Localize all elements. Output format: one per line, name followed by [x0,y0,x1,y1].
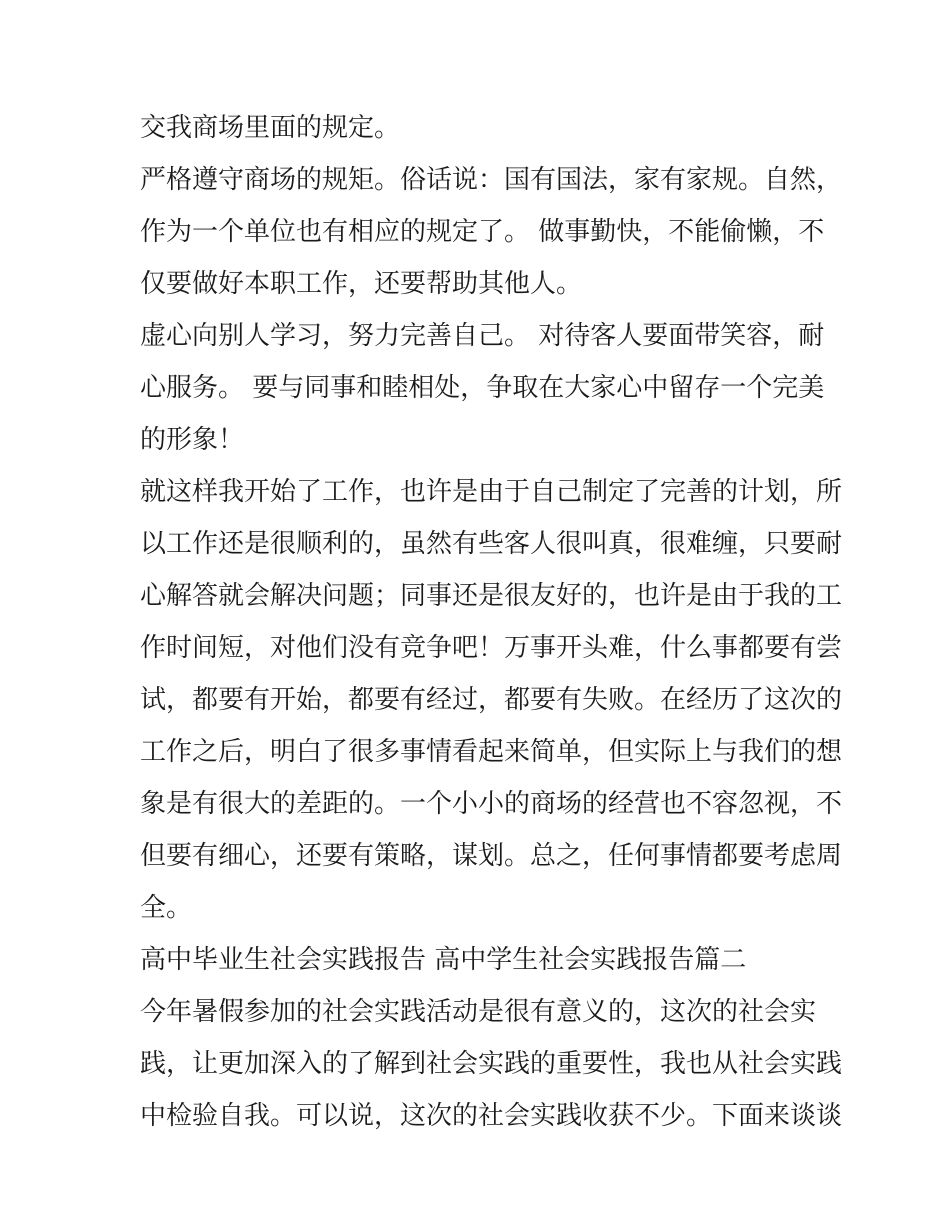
text-line: 作时间短，对他们没有竞争吧！万事开头难，什么事都要有尝 [140,633,843,663]
text-line: 但要有细心，还要有策略，谋划。总之，任何事情都要考虑周 [140,841,843,871]
text-line: 就这样我开始了工作，也许是由于自己制定了完善的计划，所 [140,477,843,507]
text-line: 心解答就会解决问题；同事还是很友好的，也许是由于我的工 [140,581,843,611]
text-line: 全。 [140,893,193,923]
text-line: 严格遵守商场的规矩。俗话说：国有国法，家有家规。自然， [140,165,843,195]
text-line: 象是有很大的差距的。一个小小的商场的经营也不容忽视，不 [140,789,843,819]
text-line: 虚心向别人学习，努力完善自己。 对待客人要面带笑容，耐 [140,321,825,351]
text-line: 以工作还是很顺利的，虽然有些客人很叫真，很难缠，只要耐 [140,529,843,559]
text-line: 仅要做好本职工作，还要帮助其他人。 [140,269,583,299]
section-heading: 高中毕业生社会实践报告 高中学生社会实践报告篇二 [140,945,747,975]
text-line: 心服务。 要与同事和睦相处，争取在大家心中留存一个完美 [140,373,825,403]
text-line: 的形象！ [140,425,245,455]
text-line: 作为一个单位也有相应的规定了。 做事勤快，不能偷懒，不 [140,217,825,247]
text-line: 试，都要有开始，都要有经过，都要有失败。在经历了这次的 [140,685,843,715]
text-line: 中检验自我。可以说，这次的社会实践收获不少。下面来谈谈 [140,1101,843,1131]
text-line: 工作之后，明白了很多事情看起来简单，但实际上与我们的想 [140,737,843,767]
text-line: 今年暑假参加的社会实践活动是很有意义的，这次的社会实 [140,997,817,1027]
text-line: 践，让更加深入的了解到社会实践的重要性，我也从社会实践 [140,1049,843,1079]
text-line: 交我商场里面的规定。 [140,113,401,143]
